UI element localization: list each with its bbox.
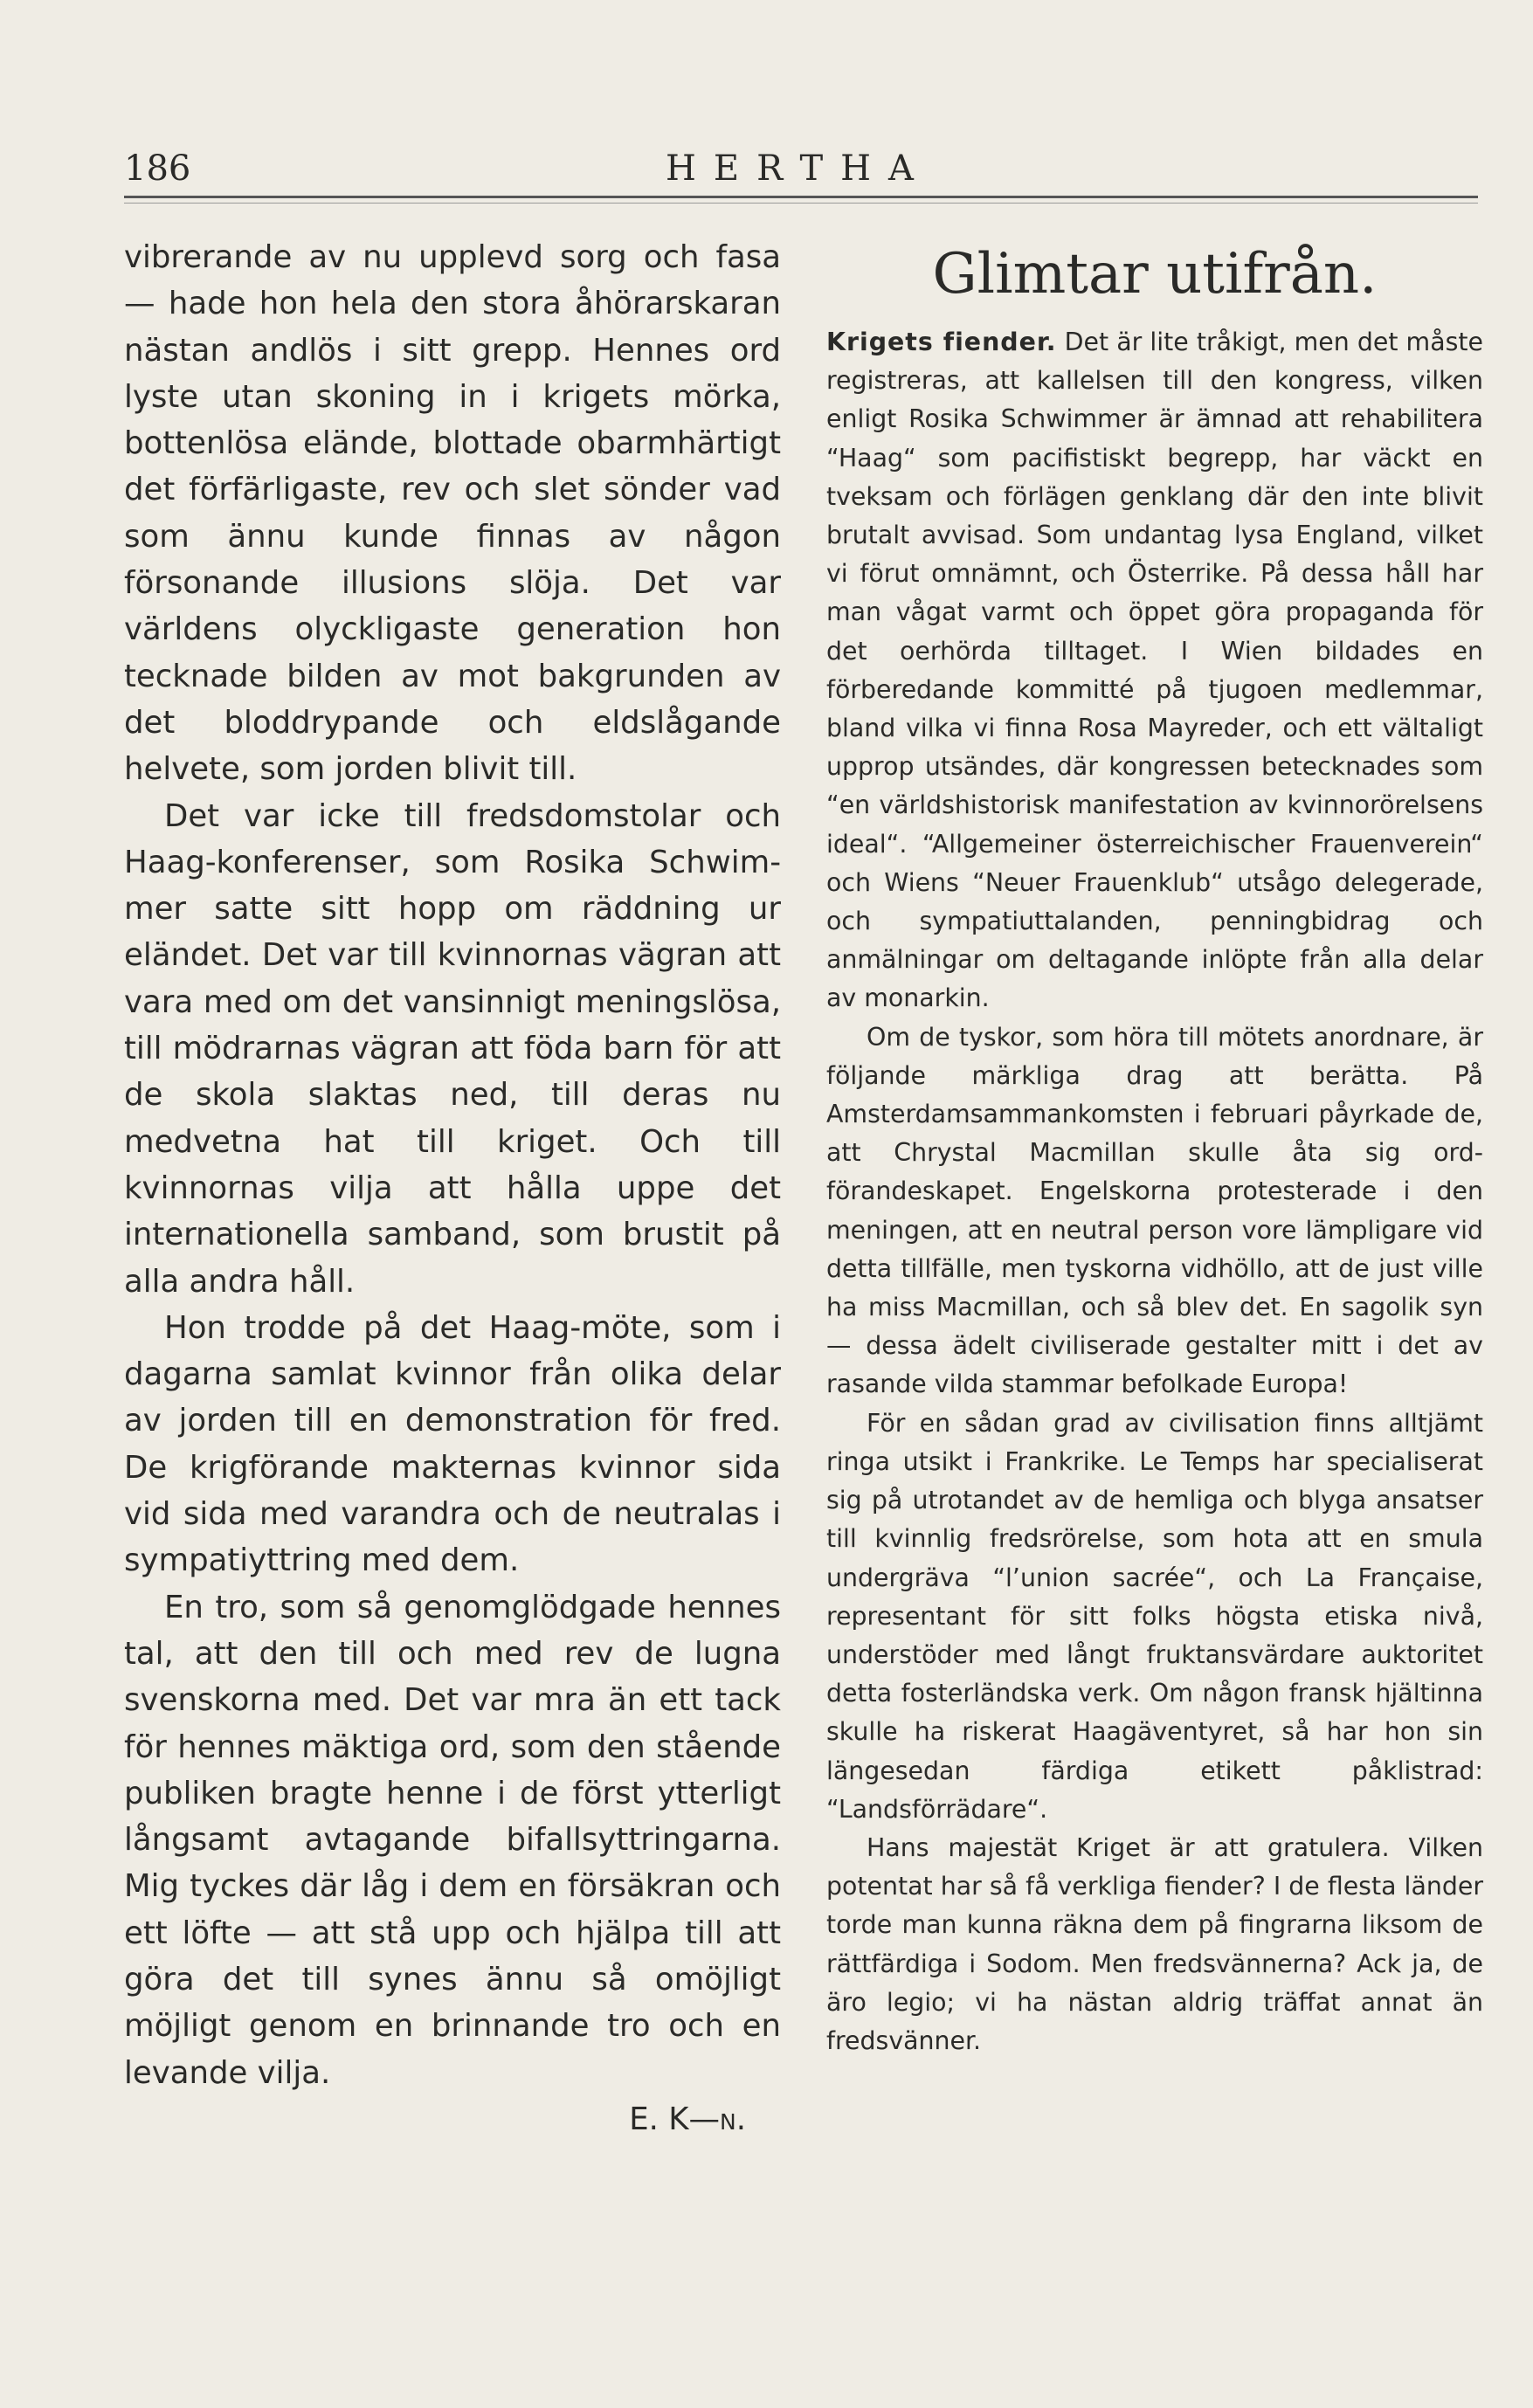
section-title: Glimtar utifrån. [932,242,1378,307]
right-paragraph-4: Hans majestät Kriget är att gratulera. Vilken potentat har så få verkliga fiender? I de flesta länder torde man kunna räkna dem på fingrarna liksom de rättfärdiga i Sodom. Men fredsvännerna? Ack ja, de äro legio; vi ha nästan aldrig träffat annat än fredsvänner. [826,1832,1483,2055]
right-column [826,234,1483,2060]
header-rule-thin [124,203,1478,204]
lead-label: Krigets fiender. [826,328,1057,356]
left-column [124,234,781,2142]
author-signature: E. K—n. [629,2101,746,2137]
left-paragraph-2: Det var icke till fredsdomstolar och Haag-konferenser, som Rosika Schwimmer satte sitt hopp om räddning ur eländet. Det var till kvinnornas vägran att vara med om det vansinnigt meningslösa, till mödrarnas vägran att föda barn för att de skola slaktas ned, till deras nu medvetna hat till kriget. Och till kvinnornas vilja att hålla uppe det internationella samband, som brustit på alla andra håll. [124,797,781,1300]
right-paragraph-2: Om de tyskor, som höra till mötets anordnare, är följande märkliga drag att berätta. På Amsterdamsammankomsten i februari påyrkade de, att Chrystal Macmillan skulle åta sig ordförandeskapet. Engelskorna protesterade i den meningen, att en neutral person vore lämpligare vid detta tillfälle, men tyskorna vidhöllo, att de just ville ha miss Macmillan, och så blev det. En sagolik syn — dessa ädelt civiliserade gestalter mitt i det av rasande vilda stammar befolkade Europa! [826,1022,1483,1399]
right-paragraph-3: För en sådan grad av civilisation finns alltjämt ringa utsikt i Frankrike. Le Temps har specialiserat sig på utrotandet av de hemliga och blyga ansatser till kvinnlig fredsrörelse, som hota att en smula undergräva “l’union sacrée“, och La Française, representant för sitt folks högsta etiska nivå, understöder med långt fruktansvärdare auktoritet detta fosterländska verk. Om någon fransk hjältinna skulle ha riskerat Haagäventyret, så har hon sin längesedan färdiga etikett påklistrad: “Landsförrädare“. [826,1408,1483,1824]
left-paragraph-4: En tro, som så genomglödgade hennes tal, att den till och med rev de lugna svenskorna med. Det var mra än ett tack för hennes mäktiga ord, som den stående publiken bragte henne i de först ytterligt långsamt avtagande bifallsyttringarna. Mig tyckes där låg i dem en försäkran och ett löfte — att stå upp och hjälpa till att göra det till synes ännu så omöjligt möjligt genom en brinnande tro och en levande vilja. [124,1589,781,2091]
left-paragraph-3: Hon trodde på det Haag-möte, som i dagarna samlat kvinnor från olika delar av jorden till en demonstration för fred. De krigförande makternas kvinnor sida vid sida med varandra och de neutralas i sympatiyttring med dem. [124,1309,781,1579]
right-paragraph-1-text: Det är lite tråkigt, men det måste registreras, att kallelsen till den kongress, vilken enligt Rosika Schwimmer är ämnad att rehabilitera “Haag“ som pacifistiskt begrepp, har väckt en tveksam och förlägen genklang där den inte blivit brutalt avvisad. Som undantag lysa England, vilket vi förut omnämnt, och Österrike. På dessa håll har man vågat varmt och öppet göra propaganda för det oerhörda tilltaget. I Wien bildades en förberedande kommitté på tjugoen medlemmar, bland vilka vi finna Rosa Mayreder, och ett vältaligt upprop utsändes, där kongressen betecknades som “en världshistorisk manifestation av kvinnorörelsens ideal“. “Allgemeiner österreichischer Frauenverein“ och Wiens “Neuer Frauenklub“ utsågo delegerade, och sympatiuttalanden, penningbidrag och anmälningar om deltagande inlöpte från alla delar av monarkin. [826,328,1483,1013]
right-paragraph-1 [826,323,1483,1018]
journal-title: HERTHA [666,148,931,189]
left-paragraph-1: vibrerande av nu upplevd sorg och fasa — hade hon hela den stora åhörarskaran nästan andlös i sitt grepp. Hennes ord lyste utan skoning in i krigets mörka, bottenlösa elände, blottade obarmhärtigt det förfärligaste, rev och slet sönder vad som ännu kunde finnas av någon försonande illusions slöja. Det var världens olyckligaste generation hon tecknade bilden av mot bakgrunden av det bloddrypande och eldslågande helvete, som jorden blivit till. [124,239,781,788]
page-number: 186 [124,148,191,189]
page-header [124,147,1478,199]
header-rule [124,196,1478,198]
